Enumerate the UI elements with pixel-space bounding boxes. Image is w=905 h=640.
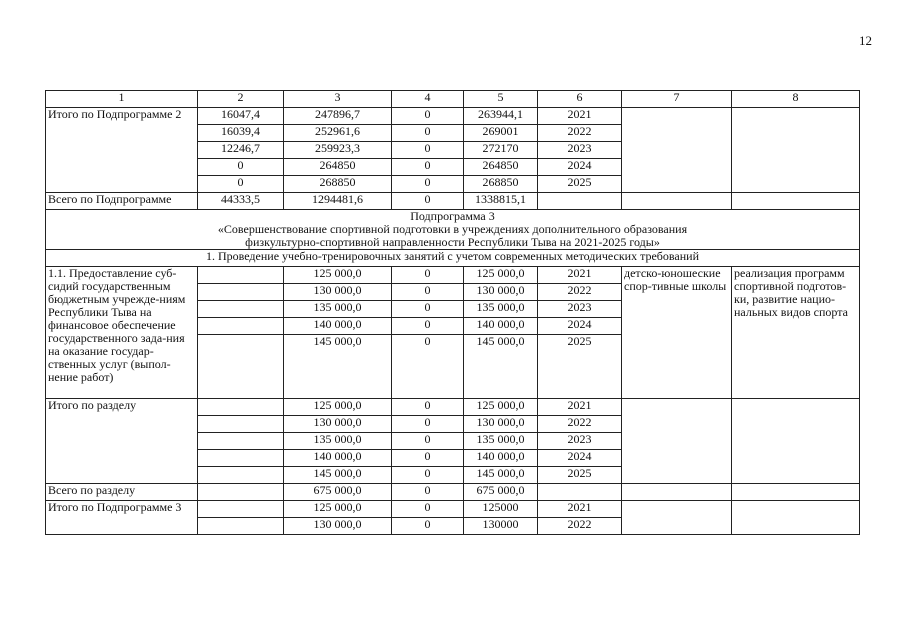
cell: 0 bbox=[392, 142, 464, 159]
cell bbox=[198, 267, 284, 284]
cell: 675 000,0 bbox=[464, 484, 538, 501]
cell: 264850 bbox=[284, 159, 392, 176]
cell: 2023 bbox=[538, 433, 622, 450]
cell: 2023 bbox=[538, 301, 622, 318]
cell: 135 000,0 bbox=[284, 301, 392, 318]
cell: 125 000,0 bbox=[464, 267, 538, 284]
cell: 140 000,0 bbox=[284, 318, 392, 335]
cell: 130 000,0 bbox=[464, 284, 538, 301]
cell: 0 bbox=[392, 108, 464, 125]
cell: 12246,7 bbox=[198, 142, 284, 159]
cell: 259923,3 bbox=[284, 142, 392, 159]
empty-cell bbox=[622, 399, 732, 484]
cell: 2022 bbox=[538, 518, 622, 535]
header-cell: 7 bbox=[622, 91, 732, 108]
cell bbox=[198, 301, 284, 318]
cell: 2024 bbox=[538, 159, 622, 176]
cell: 0 bbox=[392, 501, 464, 518]
cell: 0 bbox=[392, 484, 464, 501]
empty-cell bbox=[538, 193, 622, 210]
cell: 125 000,0 bbox=[464, 399, 538, 416]
table-row bbox=[46, 267, 860, 284]
cell: 2021 bbox=[538, 108, 622, 125]
cell: 264850 bbox=[464, 159, 538, 176]
cell: 140 000,0 bbox=[464, 450, 538, 467]
cell: 252961,6 bbox=[284, 125, 392, 142]
cell: 263944,1 bbox=[464, 108, 538, 125]
cell: 2025 bbox=[538, 335, 622, 399]
cell: 0 bbox=[392, 267, 464, 284]
header-row bbox=[46, 91, 860, 108]
budget-table bbox=[45, 90, 860, 535]
table-row bbox=[46, 108, 860, 125]
cell bbox=[198, 450, 284, 467]
cell: 44333,5 bbox=[198, 193, 284, 210]
cell: 125 000,0 bbox=[284, 501, 392, 518]
cell: 125 000,0 bbox=[284, 267, 392, 284]
empty-cell bbox=[622, 484, 732, 501]
sub3-title bbox=[46, 210, 860, 250]
cell: 140 000,0 bbox=[464, 318, 538, 335]
cell: 2022 bbox=[538, 284, 622, 301]
cell bbox=[198, 284, 284, 301]
cell bbox=[198, 416, 284, 433]
cell: 145 000,0 bbox=[464, 335, 538, 399]
sub2-total-label: Итого по Подпрограмме 2 bbox=[46, 108, 198, 193]
cell: 0 bbox=[392, 176, 464, 193]
empty-cell bbox=[732, 484, 860, 501]
cell: 130 000,0 bbox=[284, 518, 392, 535]
sub3-total-label: Итого по Подпрограмме 3 bbox=[46, 501, 198, 535]
cell: 16039,4 bbox=[198, 125, 284, 142]
cell bbox=[198, 433, 284, 450]
section-total-label: Итого по разделу bbox=[46, 399, 198, 484]
item-1-1-label: 1.1. Предоставление суб-сидий государственным бюджетным учрежде-ниям Республики Тыва на финансовое обеспечение государственного зада-ния на оказание государ-ственных услуг (выпол-нение работ) bbox=[46, 267, 198, 399]
table-row bbox=[46, 501, 860, 518]
cell: 0 bbox=[392, 433, 464, 450]
cell: 0 bbox=[392, 416, 464, 433]
cell: 145 000,0 bbox=[464, 467, 538, 484]
cell: 0 bbox=[198, 159, 284, 176]
empty-cell bbox=[732, 193, 860, 210]
cell: 268850 bbox=[464, 176, 538, 193]
empty-cell bbox=[622, 501, 732, 535]
cell: 140 000,0 bbox=[284, 450, 392, 467]
cell: 130 000,0 bbox=[464, 416, 538, 433]
sub3-title-line2: «Совершенствование спортивной подготовки в учреждениях дополнительного образования bbox=[217, 222, 688, 236]
sub3-title-line3: физкультурно-спортивной направленности Республики Тыва на 2021-2025 годы» bbox=[245, 235, 660, 249]
cell: 125 000,0 bbox=[284, 399, 392, 416]
cell: 130000 bbox=[464, 518, 538, 535]
cell: 2024 bbox=[538, 450, 622, 467]
cell: 0 bbox=[392, 335, 464, 399]
cell: 130 000,0 bbox=[284, 284, 392, 301]
cell: 2021 bbox=[538, 501, 622, 518]
cell bbox=[198, 318, 284, 335]
cell: 272170 bbox=[464, 142, 538, 159]
header-cell: 2 bbox=[198, 91, 284, 108]
cell bbox=[198, 518, 284, 535]
header-cell: 1 bbox=[46, 91, 198, 108]
cell bbox=[198, 399, 284, 416]
cell: 269001 bbox=[464, 125, 538, 142]
cell: 16047,4 bbox=[198, 108, 284, 125]
table-row bbox=[46, 210, 860, 250]
empty-cell bbox=[622, 108, 732, 193]
sub3-title-line1: Подпрограмма 3 bbox=[410, 209, 495, 223]
cell: 0 bbox=[198, 176, 284, 193]
cell: 2024 bbox=[538, 318, 622, 335]
header-cell: 4 bbox=[392, 91, 464, 108]
empty-cell bbox=[732, 108, 860, 193]
cell: 2021 bbox=[538, 399, 622, 416]
cell: 0 bbox=[392, 450, 464, 467]
cell: 135 000,0 bbox=[284, 433, 392, 450]
cell: 2023 bbox=[538, 142, 622, 159]
empty-cell bbox=[622, 193, 732, 210]
cell bbox=[198, 484, 284, 501]
cell: 0 bbox=[392, 318, 464, 335]
cell: 2025 bbox=[538, 467, 622, 484]
header-cell: 8 bbox=[732, 91, 860, 108]
empty-cell bbox=[732, 399, 860, 484]
empty-cell bbox=[538, 484, 622, 501]
cell: 0 bbox=[392, 399, 464, 416]
cell bbox=[198, 335, 284, 399]
cell: 1338815,1 bbox=[464, 193, 538, 210]
cell: 135 000,0 bbox=[464, 433, 538, 450]
cell: 130 000,0 bbox=[284, 416, 392, 433]
section-grand-label: Всего по разделу bbox=[46, 484, 198, 501]
cell: 0 bbox=[392, 467, 464, 484]
cell: 675 000,0 bbox=[284, 484, 392, 501]
header-cell: 3 bbox=[284, 91, 392, 108]
item-1-1-executor: детско-юношеские спор-тивные школы bbox=[622, 267, 732, 399]
sub2-grand-label: Всего по Подпрограмме bbox=[46, 193, 198, 210]
cell: 247896,7 bbox=[284, 108, 392, 125]
cell: 2022 bbox=[538, 125, 622, 142]
empty-cell bbox=[732, 501, 860, 535]
cell: 2022 bbox=[538, 416, 622, 433]
page-number: 12 bbox=[859, 33, 872, 48]
table-row bbox=[46, 399, 860, 416]
cell: 0 bbox=[392, 193, 464, 210]
cell: 1294481,6 bbox=[284, 193, 392, 210]
cell: 0 bbox=[392, 159, 464, 176]
cell: 2025 bbox=[538, 176, 622, 193]
cell: 2021 bbox=[538, 267, 622, 284]
table-row bbox=[46, 484, 860, 501]
item-1-1-result: реализация программ спортивной подготов-ки, развитие нацио-нальных видов спорта bbox=[732, 267, 860, 399]
cell: 125000 bbox=[464, 501, 538, 518]
header-cell: 6 bbox=[538, 91, 622, 108]
cell: 268850 bbox=[284, 176, 392, 193]
cell: 135 000,0 bbox=[464, 301, 538, 318]
header-cell: 5 bbox=[464, 91, 538, 108]
cell: 0 bbox=[392, 301, 464, 318]
cell: 0 bbox=[392, 518, 464, 535]
cell: 145 000,0 bbox=[284, 335, 392, 399]
cell: 0 bbox=[392, 125, 464, 142]
table-row bbox=[46, 250, 860, 267]
cell: 145 000,0 bbox=[284, 467, 392, 484]
table-row bbox=[46, 193, 860, 210]
cell bbox=[198, 467, 284, 484]
cell bbox=[198, 501, 284, 518]
section1-title: 1. Проведение учебно-тренировочных занятий с учетом современных методических требований bbox=[46, 250, 860, 267]
cell: 0 bbox=[392, 284, 464, 301]
